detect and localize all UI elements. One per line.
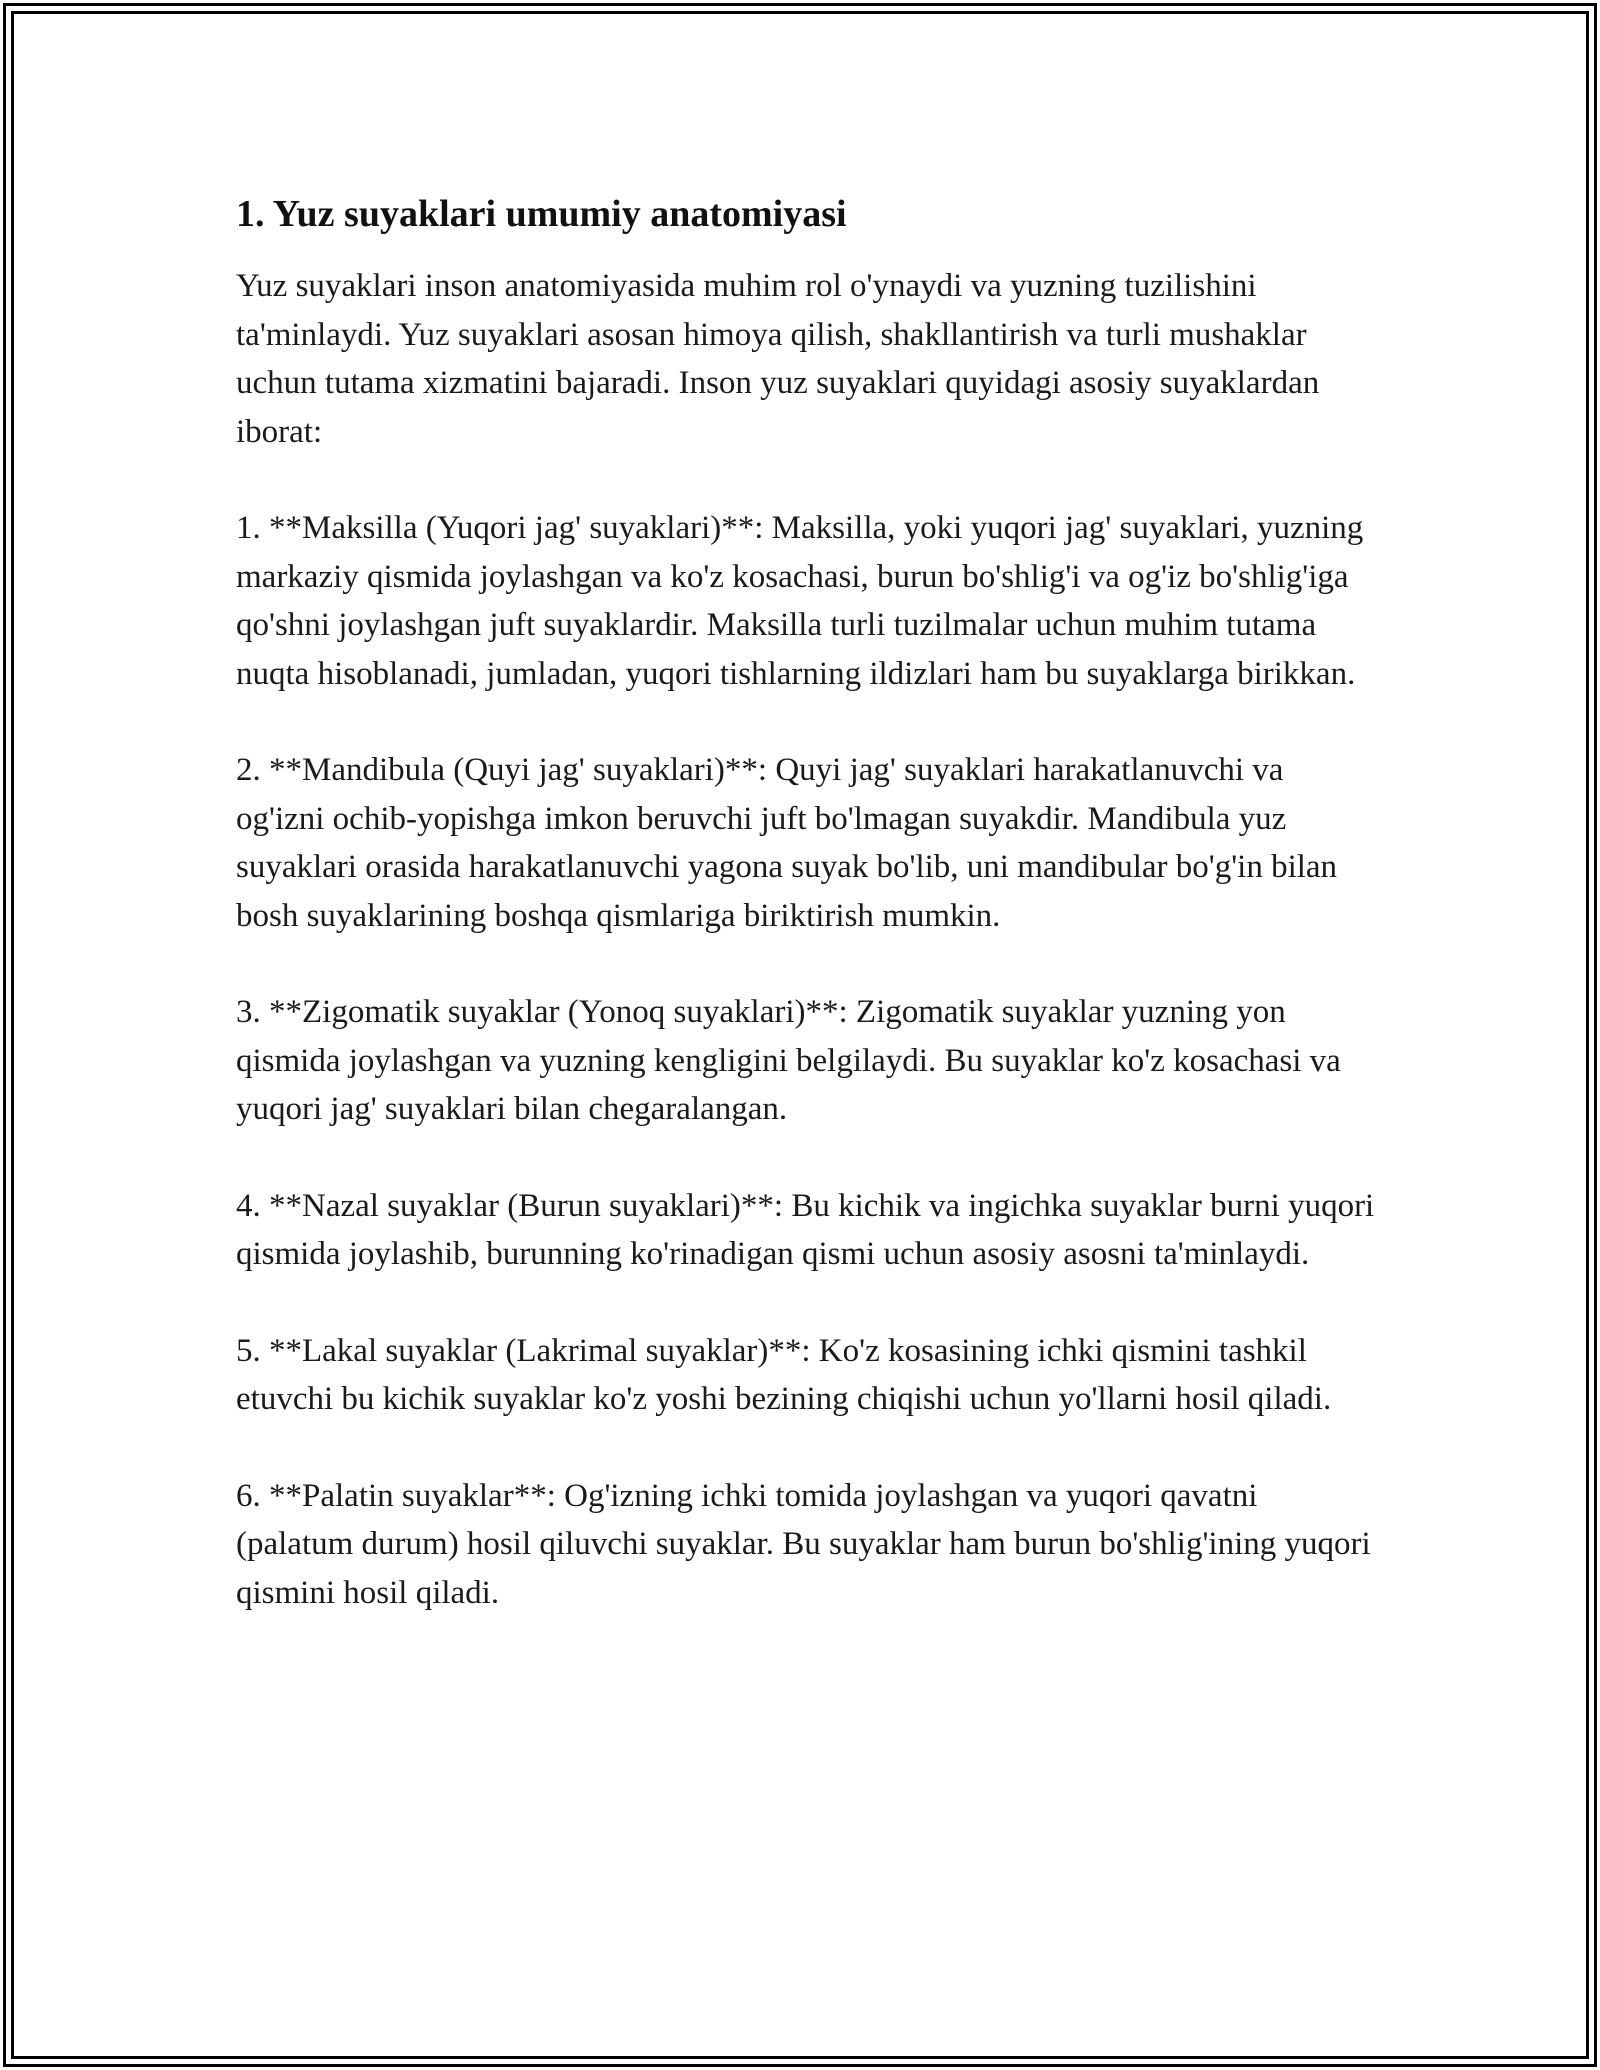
list-item-mandibula: 2. **Mandibula (Quyi jag' suyaklari)**: Quyi jag' suyaklari harakatlanuvchi va og'izni ochib-yopishga imkon beruvchi juft bo'lmagan suyakdir. Mandibula yuz suyaklari orasida harakatlanuvchi yagona suyak bo'lib, uni mandibular bo'g'in bilan bosh suyaklarining boshqa qismlariga biriktirish mumkin.: [236, 752, 1338, 934]
intro-paragraph: Yuz suyaklari inson anatomiyasida muhim rol o'ynaydi va yuzning tuzilishini ta'minlaydi. Yuz suyaklari asosan himoya qilish, shakllantirish va turli mushaklar uchun tutama xizmatini bajaradi. Inson yuz suyaklari quyidagi asosiy suyaklardan iborat:: [236, 268, 1320, 450]
list-item-zigomatik: 3. **Zigomatik suyaklar (Yonoq suyaklari)**: Zigomatik suyaklar yuzning yon qismida joylashgan va yuzning kengligini belgilaydi. Bu suyaklar ko'z kosachasi va yuqori jag' suyaklari bilan chegaralangan.: [236, 994, 1341, 1127]
section-heading: 1. Yuz suyaklari umumiy anatomiyasi: [236, 193, 847, 235]
list-item-palatin: 6. **Palatin suyaklar**: Og'izning ichki tomida joylashgan va yuqori qavatni (palatum durum) hosil qiluvchi suyaklar. Bu suyaklar ham burun bo'shlig'ining yuqori qismini hosil qiladi.: [236, 1477, 1371, 1611]
list-item-lakal: 5. **Lakal suyaklar (Lakrimal suyaklar)**: Ko'z kosasining ichki qismini tashkil etuvchi bu kichik suyaklar ko'z yoshi bezining chiqishi uchun yo'llarni hosil qiladi.: [236, 1332, 1332, 1417]
document-body: [236, 188, 1376, 1617]
list-item-nazal: 4. **Nazal suyaklar (Burun suyaklari)**: Bu kichik va ingichka suyaklar burni yuqori qismida joylashib, burunning ko'rinadigan qismi uchun asosiy asosni ta'minlaydi.: [236, 1187, 1375, 1272]
list-item-maksilla: 1. **Maksilla (Yuqori jag' suyaklari)**: Maksilla, yoki yuqori jag' suyaklari, yuzning markaziy qismida joylashgan va ko'z kosachasi, burun bo'shlig'i va og'iz bo'shlig'iga qo'shni joylashgan juft suyaklardir. Maksilla turli tuzilmalar uchun muhim tutama nuqta hisoblanadi, jumladan, yuqori tishlarning ildizlari ham bu suyaklarga birikkan.: [236, 510, 1364, 692]
